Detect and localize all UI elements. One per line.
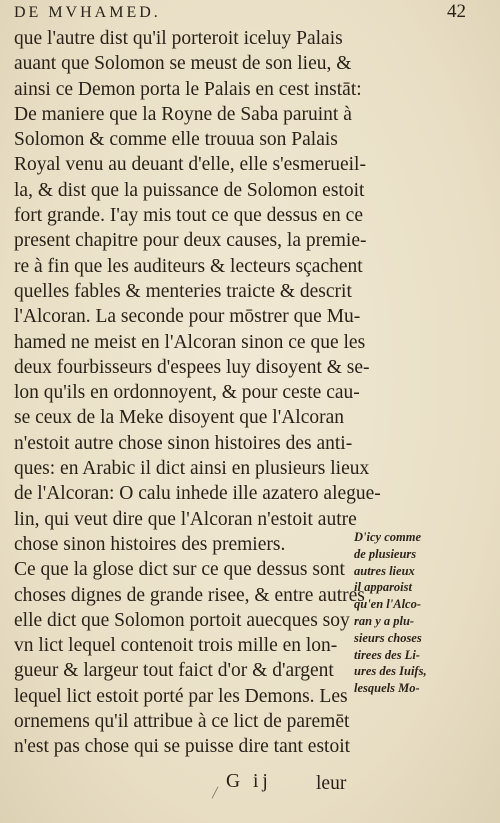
text-line: que l'autre dist qu'il porteroit iceluy Palais	[14, 28, 343, 49]
text-line: choses dignes de grande risee, & entre autres	[14, 584, 365, 606]
margin-note-line: il apparoist	[354, 580, 412, 595]
text-line: chose sinon histoires des premiers.	[14, 533, 286, 555]
text-line: Ce que la glose dict sur ce que dessus sont	[14, 559, 345, 581]
text-line: n'estoit autre chose sinon histoires des anti-	[14, 432, 353, 454]
running-title: DE MVHAMED.	[14, 4, 161, 21]
margin-note-line: tirees des Li-	[354, 647, 420, 662]
text-line: l'Alcoran. La seconde pour mōstrer que Mu-	[14, 306, 361, 328]
text-line: ornemens qu'il attribue à ce lict de paremēt	[14, 711, 350, 733]
text-line: deux fourbisseurs d'espees luy disoyent & se-	[14, 356, 370, 378]
page-number: 42	[447, 1, 466, 22]
text-line: De maniere que la Royne de Saba paruint à	[14, 103, 352, 125]
text-line: fort grande. I'ay mis tout ce que dessus en ce	[14, 205, 363, 227]
margin-note-line: autres lieux	[354, 563, 415, 578]
margin-note	[354, 529, 482, 697]
text-line: quelles fables & menteries traicte & descrit	[14, 280, 352, 302]
text-line: gueur & largeur tout faict d'or & d'argent	[14, 660, 334, 682]
margin-note-line: lesquels Mo-	[354, 681, 420, 696]
margin-note-line: ran y a plu-	[354, 613, 415, 628]
text-line: auant que Solomon se meust de son lieu, &	[14, 53, 352, 75]
text-line: lon qu'ils en ordonnoyent, & pour ceste cau-	[14, 382, 360, 404]
text-line: Royal venu au deuant d'elle, elle s'esmerueil-	[14, 154, 366, 176]
catchword: leur	[316, 773, 347, 794]
text-line: hamed ne meist en l'Alcoran sinon ce que les	[14, 331, 366, 353]
page-footer	[0, 771, 460, 799]
text-line: vn lict lequel contenoit trois mille en lon-	[14, 635, 338, 657]
margin-note-line: D'icy comme	[354, 530, 421, 544]
text-line: lin, qui veut dire que l'Alcoran n'estoit autre	[14, 508, 357, 530]
text-line: Solomon & comme elle trouua son Palais	[14, 129, 338, 151]
text-line: re à fin que les auditeurs & lecteurs sçachent	[14, 255, 363, 277]
text-line: elle dict que Solomon portoit auecques soy	[14, 609, 350, 631]
page-header	[14, 1, 474, 25]
text-line: de l'Alcoran: O calu inhede ille azatero alegue-	[14, 483, 381, 505]
text-line: ainsi ce Demon porta le Palais en cest instāt:	[14, 78, 362, 100]
signature-mark: G ij	[226, 771, 272, 792]
text-line: ques: en Arabic il dict ainsi en plusieurs lieux	[14, 458, 370, 480]
text-line: lequel lict estoit porté par les Demons. Les	[14, 685, 348, 707]
text-line: se ceux de la Meke disoyent que l'Alcoran	[14, 407, 345, 429]
text-line: present chapitre pour deux causes, la premie-	[14, 230, 367, 252]
margin-note-line: de plusieurs	[354, 546, 417, 561]
text-line: la, & dist que la puissance de Solomon estoit	[14, 179, 365, 201]
ink-mark-icon: ╱	[212, 788, 219, 799]
margin-note-line: qu'en l'Alco-	[354, 597, 422, 612]
text-line: n'est pas chose qui se puisse dire tant estoit	[14, 736, 351, 758]
margin-note-line: ures des Iuifs,	[354, 664, 427, 679]
margin-note-line: sieurs choses	[354, 630, 422, 645]
